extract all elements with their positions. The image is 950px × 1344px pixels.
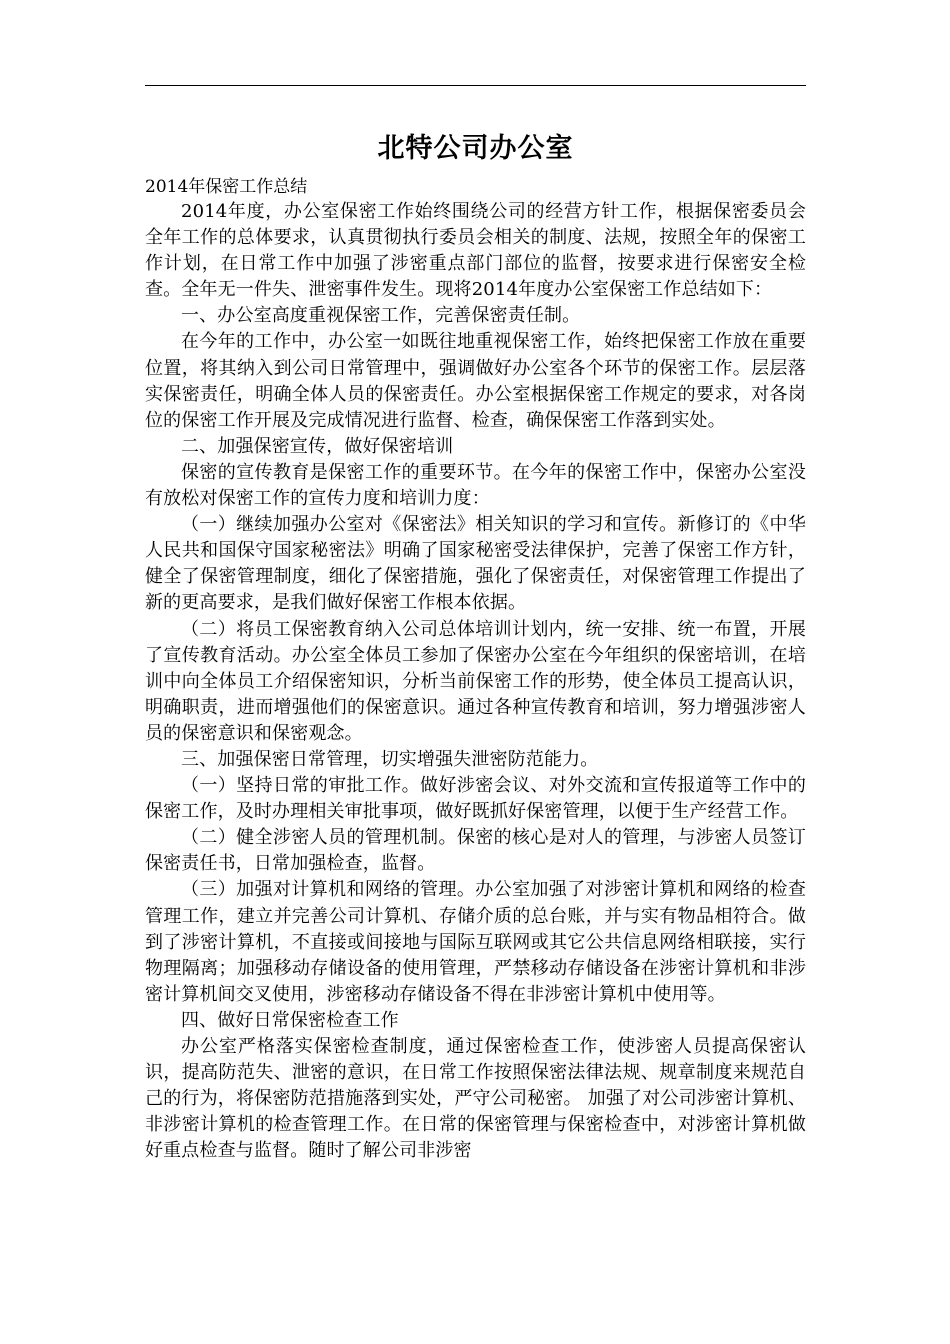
paragraph: 保密的宣传教育是保密工作的重要环节。在今年的保密工作中，保密办公室没有放松对保密工作的宣传力度和培训力度： [145,461,806,510]
paragraph: （二）将员工保密教育纳入公司总体培训计划内，统一安排、统一布置，开展了宣传教育活动。办公室全体员工参加了保密办公室在今年组织的保密培训，在培训中向全体员工介绍保密知识，分析当前保密工作的形势，使全体员工提高认识，明确职责，进而增强他们的保密意识。通过各种宣传教育和培训，努力增强涉密人员的保密意识和保密观念。 [145,618,806,744]
document-title: 北特公司办公室 [377,133,574,164]
paragraph: 在今年的工作中，办公室一如既往地重视保密工作，始终把保密工作放在重要位置，将其纳入到公司日常管理中，强调做好办公室各个环节的保密工作。层层落实保密责任，明确全体人员的保密责任。办公室根据保密工作规定的要求，对各岗位的保密工作开展及完成情况进行监督、检查，确保保密工作落到实处。 [145,331,806,431]
section-heading: 二、加强保密宣传，做好保密培训 [181,435,454,457]
header-rule [145,85,806,86]
paragraph: 办公室严格落实保密检查制度，通过保密检查工作，使涉密人员提高保密认识，提高防范失、泄密的意识，在日常工作按照保密法律法规、规章制度来规范自己的行为，将保密防范措施落到实处，严守公司秘密。 加强了对公司涉密计算机、非涉密计算机的检查管理工作。在日常的保密管理与保密检查中，对涉密计算机做好重点检查与监督。随时了解公司非涉密 [145,1036,806,1162]
paragraph: （三）加强对计算机和网络的管理。办公室加强了对涉密计算机和网络的检查管理工作，建立并完善公司计算机、存储介质的总台账，并与实有物品相符合。做到了涉密计算机，不直接或间接地与国际互联网或其它公共信息网络相联接，实行物理隔离；加强移动存储设备的使用管理，严禁移动存储设备在涉密计算机和非涉密计算机间交叉使用，涉密移动存储设备不得在非涉密计算机中使用等。 [145,879,806,1005]
section-heading: 四、做好日常保密检查工作 [181,1009,399,1031]
paragraph: （一）坚持日常的审批工作。做好涉密会议、对外交流和宣传报道等工作中的保密工作，及时办理相关审批事项，做好既抓好保密管理，以便于生产经营工作。 [145,775,806,823]
section-heading: 一、办公室高度重视保密工作，完善保密责任制。 [181,305,581,327]
document-subtitle: 2014年保密工作总结 [145,177,308,197]
document-body [145,199,806,1164]
paragraph: （二）健全涉密人员的管理机制。保密的核心是对人的管理，与涉密人员签订保密责任书，日常加强检查，监督。 [145,827,806,875]
paragraph: （一）继续加强办公室对《保密法》相关知识的学习和宣传。新修订的《中华人民共和国保守国家秘密法》明确了国家秘密受法律保护，完善了保密工作方针，健全了保密管理制度，细化了保密措施，强化了保密责任，对保密管理工作提出了新的更高要求，是我们做好保密工作根本依据。 [145,514,806,614]
paragraph: 2014年度，办公室保密工作始终围绕公司的经营方针工作，根据保密委员会全年工作的总体要求，认真贯彻执行委员会相关的制度、法规，按照全年的保密工作计划，在日常工作中加强了涉密重点部门部位的监督，按要求进行保密安全检查。全年无一件失、泄密事件发生。现将2014年度办公室保密工作总结如下： [145,201,806,301]
section-heading: 三、加强保密日常管理，切实增强失泄密防范能力。 [181,748,599,770]
